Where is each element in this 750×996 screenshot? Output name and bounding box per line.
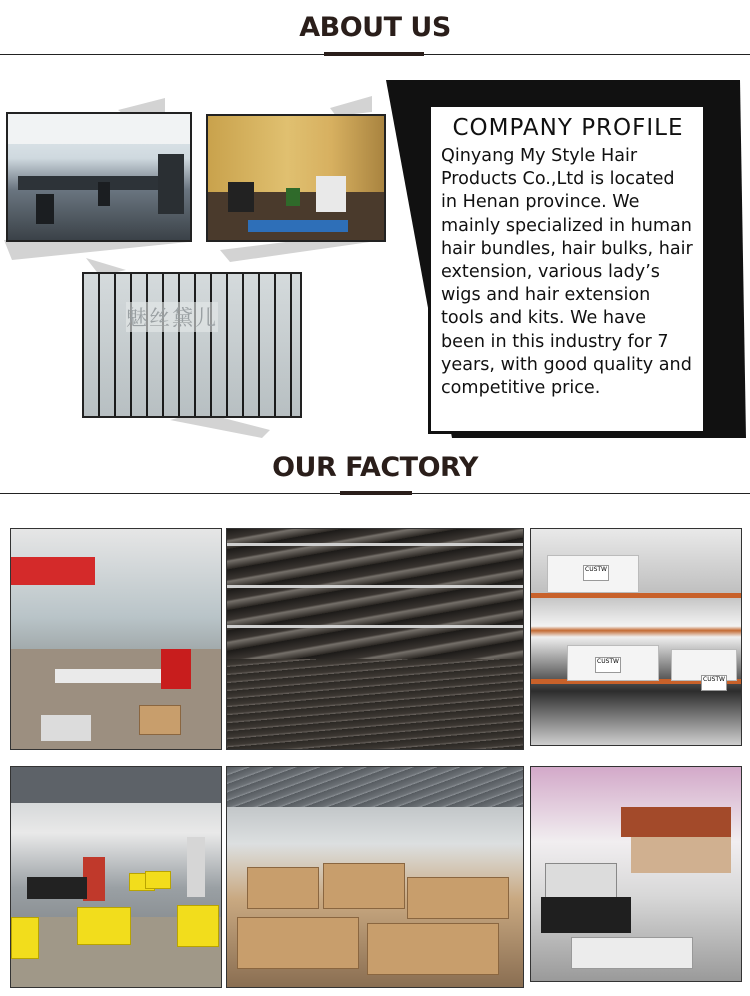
shelf-label-3: CUSTW <box>701 675 727 691</box>
factory-storage-photo <box>530 766 742 982</box>
factory-workers-photo <box>10 766 222 988</box>
glass-wall-photo <box>82 272 302 418</box>
company-profile-card <box>428 104 706 434</box>
about-us-title: ABOUT US <box>299 12 451 43</box>
factory-workshop-photo <box>10 528 222 750</box>
company-profile-body: Qinyang My Style Hair Products Co.,Ltd is located in Henan province. We mainly specialized in human hair bundles, hair bulks, hair extension, various lady’s wigs and hair extension tools and kits. We have been in this industry for 7 years, with good quality and competitive price. <box>441 146 693 399</box>
shelf-label-2: CUSTW <box>595 657 621 673</box>
office-photo-1 <box>6 112 192 242</box>
company-profile-heading: COMPANY PROFILE <box>452 115 684 141</box>
shelf-label-1: CUSTW <box>583 565 609 581</box>
office-photo-2 <box>206 114 386 242</box>
factory-hair-rack-photo <box>226 528 524 750</box>
factory-shelf-photo <box>530 528 742 746</box>
factory-warehouse-photo <box>226 766 524 988</box>
glass-wall-logo-text: 魅丝黛儿 <box>126 302 218 332</box>
our-factory-title: OUR FACTORY <box>272 452 478 483</box>
factory-divider-accent <box>340 491 412 495</box>
about-divider-accent <box>324 52 424 56</box>
